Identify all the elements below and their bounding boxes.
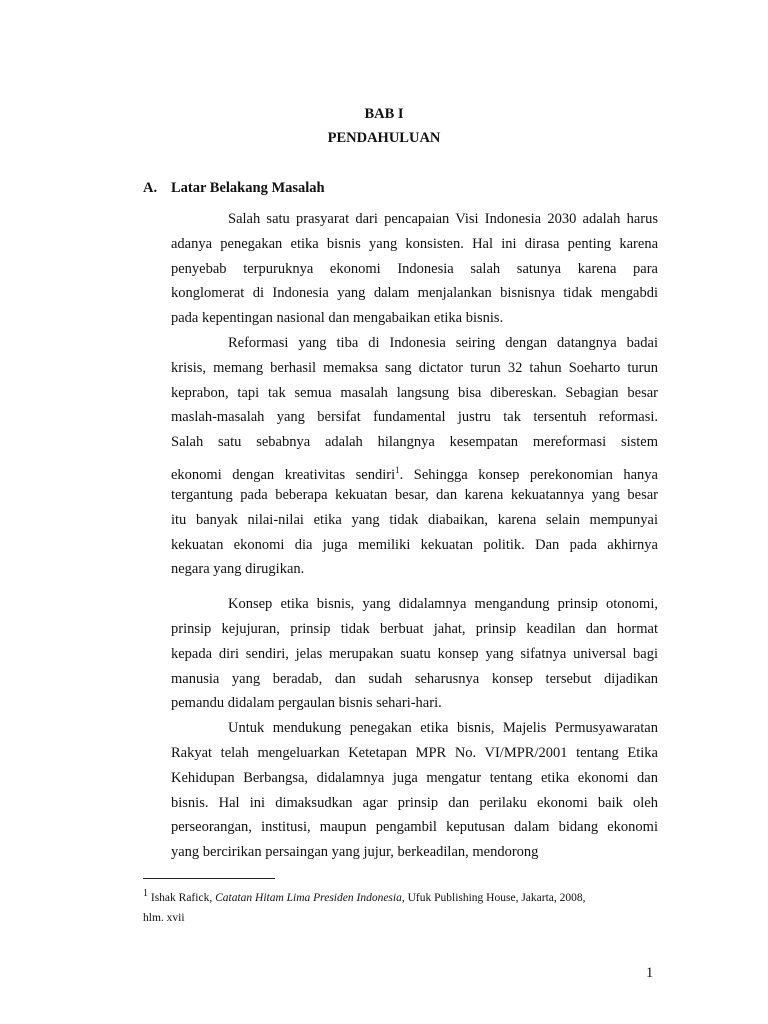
- text-line: perseorangan, institusi, maupun pengambil keputusan dalam bidang ekonomi: [171, 819, 658, 836]
- text-line: prinsip kejujuran, prinsip tidak berbuat jahat, prinsip keadilan dan hormat: [171, 620, 658, 637]
- chapter-title: PENDAHULUAN: [327, 130, 441, 146]
- text-line: [171, 455, 658, 483]
- text-line: itu banyak nilai-nilai etika yang tidak diabaikan, karena selain mempunyai: [171, 511, 658, 528]
- text-line: kekuatan ekonomi dia juga memiliki kekuatan politik. Dan pada akhirnya: [171, 536, 658, 553]
- text-line: Salah satu sebabnya adalah hilangnya kesempatan mereformasi sistem: [171, 434, 658, 451]
- text-line: pemandu didalam pergaulan bisnis sehari-hari.: [171, 695, 442, 712]
- section-heading: [143, 180, 325, 197]
- text-line: Untuk mendukung penegakan etika bisnis, Majelis Permusyawaratan: [228, 720, 658, 737]
- text-line: maslah-masalah yang bersifat fundamental justru tak tersentuh reformasi.: [171, 409, 658, 426]
- text-line: Kehidupan Berbangsa, didalamnya juga mengatur tentang etika ekonomi dan: [171, 769, 658, 786]
- page-number: 1: [646, 965, 654, 981]
- text-segment: ekonomi dengan kreativitas sendiri: [171, 466, 396, 483]
- text-line: konglomerat di Indonesia yang dalam menjalankan bisnisnya tidak mengabdi: [171, 285, 658, 302]
- text-line: penyebab terpuruknya ekonomi Indonesia salah satunya karena para: [171, 260, 658, 277]
- text-line: adanya penegakan etika bisnis yang konsisten. Hal ini dirasa penting karena: [171, 235, 658, 252]
- text-line: krisis, memang berhasil memaksa sang dictator turun 32 tahun Soeharto turun: [171, 359, 658, 376]
- text-line: Salah satu prasyarat dari pencapaian Visi Indonesia 2030 adalah harus: [228, 211, 658, 227]
- text-line: bisnis. Hal ini dimaksudkan agar prinsip dan perilaku ekonomi baik oleh: [171, 794, 658, 811]
- paragraph: [171, 331, 658, 582]
- footnote-author: Ishak Rafick,: [150, 891, 213, 904]
- text-line: negara yang dirugikan.: [171, 561, 305, 578]
- footnote-reference[interactable]: 1: [395, 464, 400, 475]
- footnote-number: 1: [143, 888, 148, 899]
- footnote: [143, 884, 663, 928]
- text-line: Reformasi yang tiba di Indonesia seiring dengan datangnya badai: [228, 334, 658, 351]
- paragraph: [171, 207, 658, 331]
- footnote-publisher: , Ufuk Publishing House, Jakarta, 2008,: [401, 891, 586, 904]
- text-line: Rakyat telah mengeluarkan Ketetapan MPR No. VI/MPR/2001 tentang Etika: [171, 744, 658, 761]
- text-segment: . Sehingga konsep perekonomian hanya: [399, 466, 658, 483]
- body-text: [171, 207, 658, 865]
- footnote-pages: hlm. xvii: [143, 911, 185, 924]
- paragraph: [171, 716, 658, 865]
- section-title: Latar Belakang Masalah: [171, 180, 325, 196]
- text-line: yang bercirikan persaingan yang jujur, berkeadilan, mendorong: [171, 844, 539, 861]
- footnote-separator: [143, 878, 275, 879]
- chapter-number: BAB I: [364, 106, 404, 122]
- text-line: Konsep etika bisnis, yang didalamnya mengandung prinsip otonomi,: [228, 596, 658, 613]
- footnote-title: Catatan Hitam Lima Presiden Indonesia: [215, 891, 402, 904]
- text-line: kepada diri sendiri, jelas merupakan suatu konsep yang sifatnya universal bagi: [171, 645, 658, 662]
- text-line: tergantung pada beberapa kekuatan besar, dan karena kekuatannya yang besar: [171, 486, 658, 503]
- text-line: pada kepentingan nasional dan mengabaikan etika bisnis.: [171, 310, 504, 327]
- section-number: A.: [143, 180, 158, 196]
- text-line: manusia yang beradab, dan sudah seharusnya konsep tersebut dijadikan: [171, 670, 658, 687]
- paragraph: [171, 592, 658, 716]
- text-line: keprabon, tapi tak semua masalah langsung bisa dibereskan. Sebagian besar: [171, 384, 658, 401]
